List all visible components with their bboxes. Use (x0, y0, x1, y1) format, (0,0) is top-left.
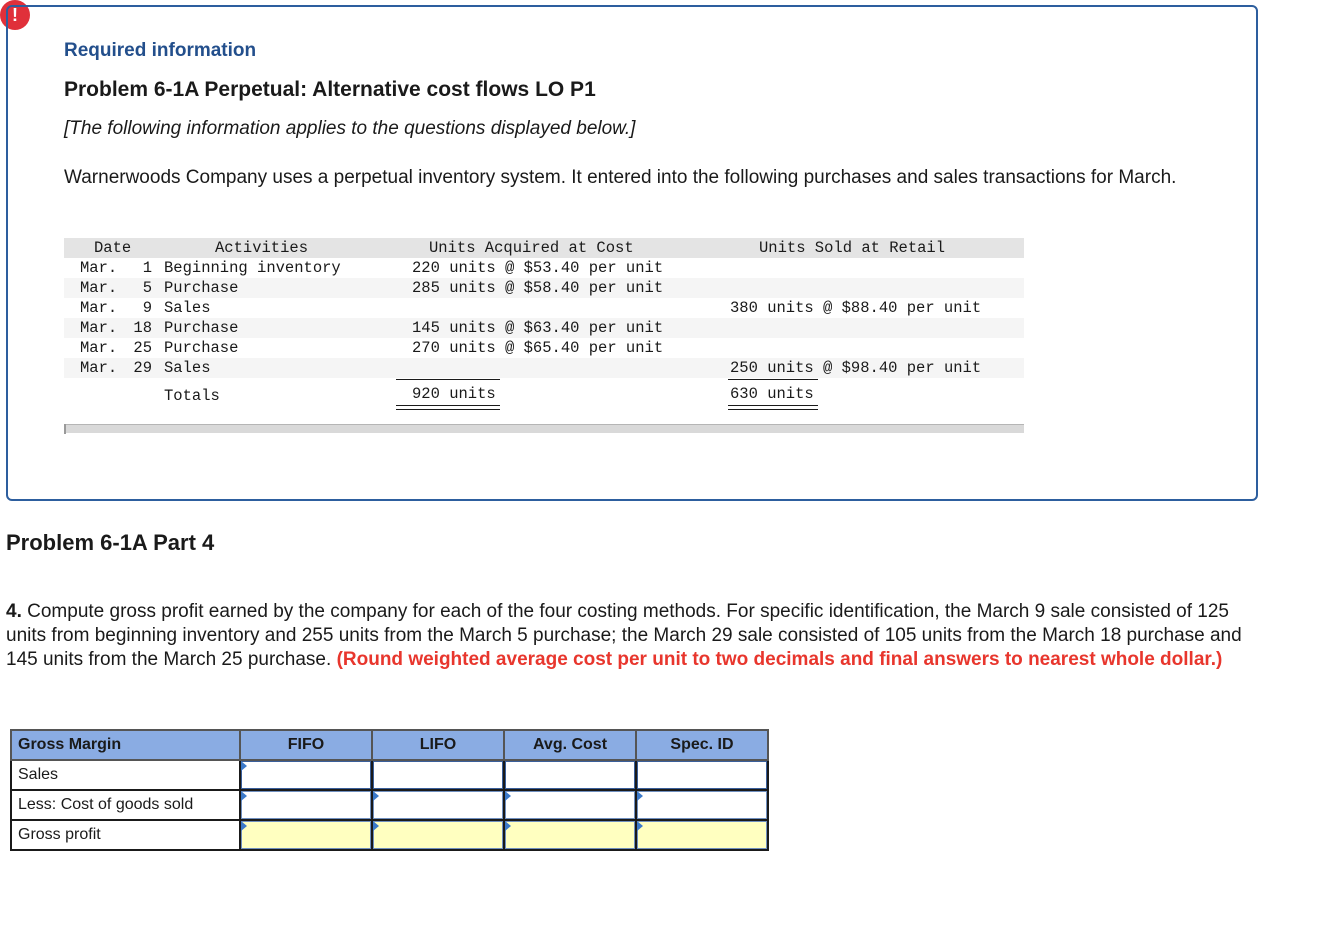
table-row (11, 790, 768, 820)
header-units-acquired: Units Acquired at Cost (429, 239, 634, 257)
gross-profit-fifo-input[interactable] (241, 821, 371, 849)
row-month: Mar. (80, 339, 118, 357)
row-label-gross-profit: Gross profit (11, 820, 240, 850)
column-lifo: LIFO (372, 730, 504, 760)
sales-spec-id-input[interactable] (637, 761, 767, 789)
entry-flag-icon (241, 761, 247, 771)
question-number: 4. (6, 601, 22, 622)
row-label-cogs: Less: Cost of goods sold (11, 790, 240, 820)
column-spec-id: Spec. ID (636, 730, 768, 760)
cogs-avg-cell (504, 790, 636, 820)
row-activity: Beginning inventory (164, 259, 341, 277)
row-month: Mar. (80, 259, 118, 277)
header-activities: Activities (215, 239, 309, 257)
intro-text: Warnerwoods Company uses a perpetual inventory system. It entered into the following purchases and sales transactions for March. (64, 167, 1177, 188)
alert-icon: ! (0, 0, 30, 30)
entry-flag-icon (373, 821, 379, 831)
row-sold-rest: @ $98.40 per unit (813, 359, 982, 377)
gross-profit-avg-cost-input[interactable] (505, 821, 635, 849)
row-activity: Sales (164, 359, 211, 377)
row-acquired: 270 units @ $65.40 per unit (412, 339, 664, 357)
row-label-sales: Sales (11, 760, 240, 790)
gross-margin-table (10, 729, 769, 851)
cogs-spec-cell (636, 790, 768, 820)
row-day: 25 (133, 339, 152, 357)
gross-profit-spec-id-input[interactable] (637, 821, 767, 849)
question-text (6, 600, 1256, 672)
row-sold (730, 358, 981, 378)
gp-fifo-cell (240, 820, 372, 850)
gp-avg-cell (504, 820, 636, 850)
row-day: 9 (142, 299, 152, 317)
row-acquired: 220 units @ $53.40 per unit (412, 259, 664, 277)
row-month: Mar. (80, 279, 118, 297)
row-month: Mar. (80, 319, 118, 337)
gross-margin-header: Gross Margin (11, 730, 240, 760)
gp-spec-cell (636, 820, 768, 850)
table-scrollbar-handle[interactable] (64, 424, 66, 434)
entry-flag-icon (241, 821, 247, 831)
column-avg-cost: Avg. Cost (504, 730, 636, 760)
cogs-spec-id-input[interactable] (637, 791, 767, 819)
table-row (11, 820, 768, 850)
part-title: Problem 6-1A Part 4 (6, 530, 215, 555)
acquired-subtotal-line (396, 379, 500, 380)
row-month: Mar. (80, 299, 118, 317)
row-sold-units: 250 units (730, 359, 814, 377)
sales-lifo-cell (372, 760, 504, 790)
cogs-fifo-cell (240, 790, 372, 820)
sold-total-double-line (728, 405, 818, 410)
header-date: Date (94, 239, 132, 257)
acquired-total-double-line (396, 405, 500, 410)
row-activity: Sales (164, 299, 211, 317)
column-fifo: FIFO (240, 730, 372, 760)
row-sold: 380 units @ $88.40 per unit (730, 299, 982, 317)
entry-flag-icon (241, 791, 247, 801)
row-acquired: 145 units @ $63.40 per unit (412, 319, 664, 337)
cogs-lifo-input[interactable] (373, 791, 503, 819)
cogs-fifo-input[interactable] (241, 791, 371, 819)
totals-label: Totals (164, 387, 220, 405)
total-units-sold: 630 units (730, 385, 814, 403)
row-activity: Purchase (164, 279, 239, 297)
header-units-sold: Units Sold at Retail (759, 239, 946, 257)
gp-lifo-cell (372, 820, 504, 850)
table-row (11, 760, 768, 790)
sales-fifo-cell (240, 760, 372, 790)
sales-avg-cell (504, 760, 636, 790)
sales-spec-cell (636, 760, 768, 790)
sales-lifo-input[interactable] (373, 761, 503, 789)
row-activity: Purchase (164, 319, 239, 337)
total-units-acquired: 920 units (412, 385, 496, 403)
rounding-instruction: (Round weighted average cost per unit to two decimals and final answers to nearest whole dollar.) (336, 649, 1223, 670)
entry-flag-icon (505, 791, 511, 801)
gross-profit-lifo-input[interactable] (373, 821, 503, 849)
required-info-heading: Required information (64, 40, 257, 61)
entry-flag-icon (637, 821, 643, 831)
question-body: Compute gross profit earned by the company for each of the four costing methods. For specific identification, the March 9 sale consisted of 125 units from beginning inventory and 255 units from the March 5 purchase; the March 29 sale consisted of 105 units from the March 18 purchase and 145 units from the March 25 purchase. (6, 601, 1242, 670)
cogs-lifo-cell (372, 790, 504, 820)
entry-flag-icon (505, 821, 511, 831)
cogs-avg-cost-input[interactable] (505, 791, 635, 819)
info-note: [The following information applies to the questions displayed below.] (64, 118, 636, 139)
sold-subtotal-line (728, 379, 818, 380)
entry-flag-icon (637, 791, 643, 801)
row-acquired: 285 units @ $58.40 per unit (412, 279, 664, 297)
entry-flag-icon (373, 791, 379, 801)
gross-margin-header-row (11, 730, 768, 760)
row-day: 29 (133, 359, 152, 377)
problem-title: Problem 6-1A Perpetual: Alternative cost flows LO P1 (64, 78, 596, 101)
row-activity: Purchase (164, 339, 239, 357)
sales-fifo-input[interactable] (241, 761, 371, 789)
row-day: 5 (142, 279, 152, 297)
sales-avg-cost-input[interactable] (505, 761, 635, 789)
row-day: 1 (142, 259, 152, 277)
table-scrollbar[interactable] (64, 424, 1024, 433)
row-day: 18 (133, 319, 152, 337)
row-month: Mar. (80, 359, 118, 377)
